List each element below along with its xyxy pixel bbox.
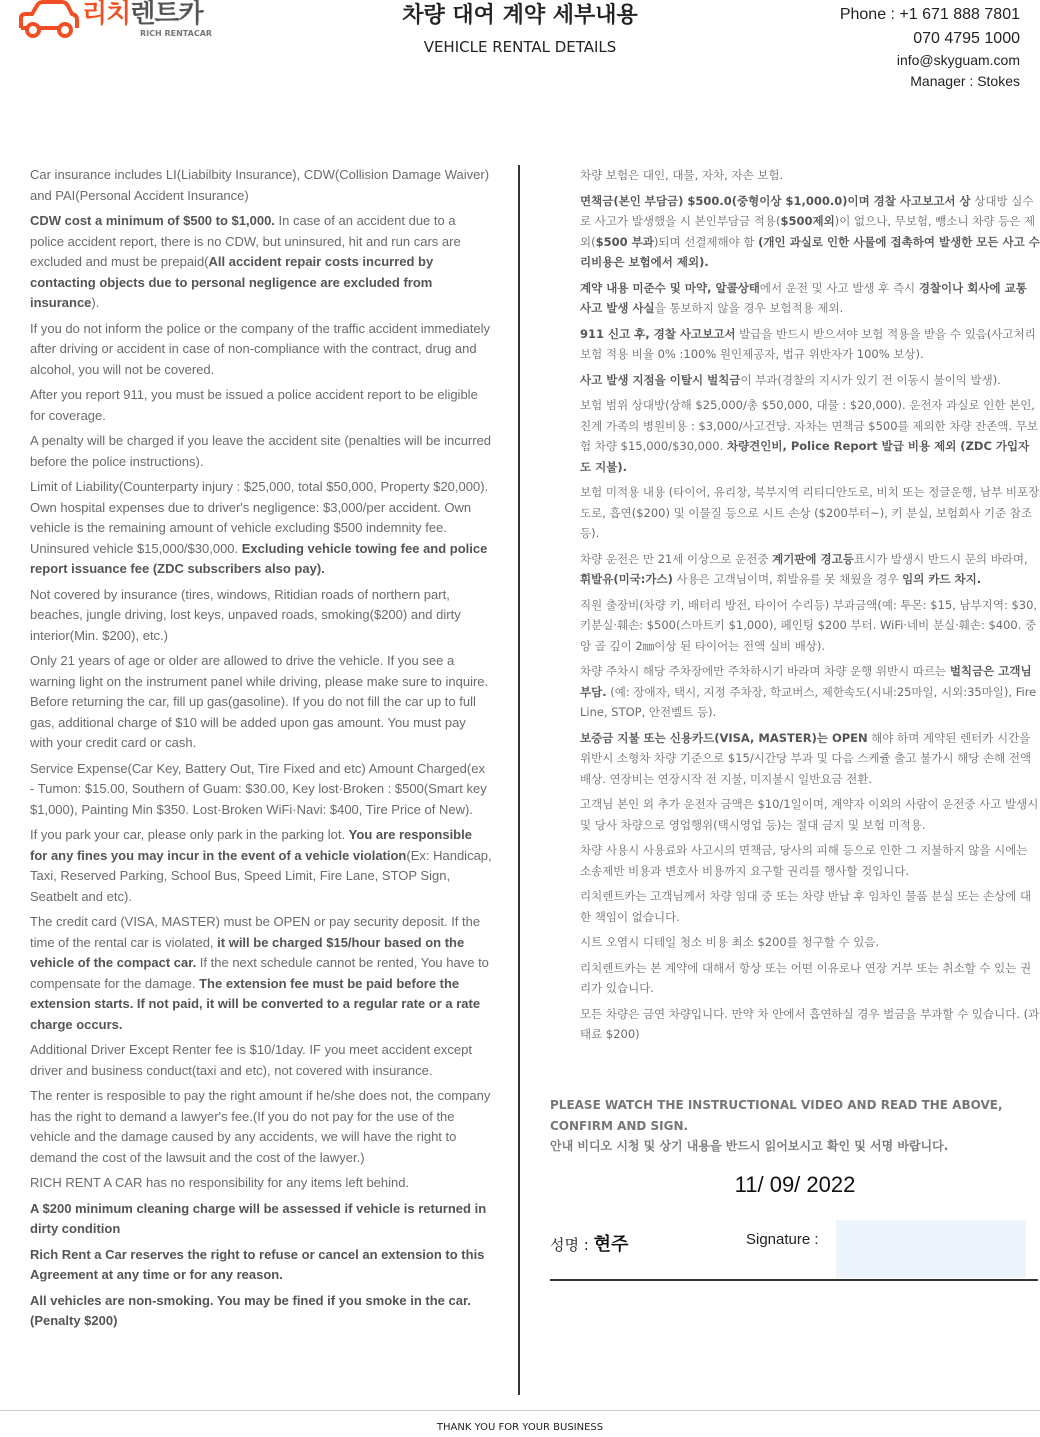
name-label: 성명 : (550, 1236, 594, 1254)
name-value: 현주 (593, 1234, 629, 1255)
term-paragraph: 911 신고 후, 경찰 사고보고서 발급을 반드시 받으셔야 보험 적용을 받을 수 있음(사고처리 보험 적용 비율 0% :100% 원인제공자, 법규 위반자가 100% 보상). (580, 326, 1036, 361)
term-paragraph: If you park your car, please only park in the parking lot. You are responsible for any fines you may incur in the event of a vehicle violation(Ex: Handicap, Taxi, Reserved Parking, School Bus, Speed Limit, Fire Lane, STOP Sign, Seatbelt and etc). (30, 827, 492, 904)
term-paragraph: Only 21 years of age or older are allowed to drive the vehicle. If you see a warning light on the instrument panel while driving, please make sure to inquire. Before returning the car, fill up gas(gasoline). If you do not fill the car up to full gas, additional charge of $10 will be added upon gas amount. You must pay with your credit card or cash. (30, 653, 489, 750)
term-paragraph: Limit of Liability(Counterparty injury : $25,000, total $50,000, Property $20,000). Own hospital expenses due to driver's negligence: $3,000/per accident. Own vehicle is the remaining amount of vehicle excluding $500 indemnity fee. Uninsured vehicle $15,000/$30,000. Excluding vehicle towing fee and police report issuance fee (ZDC subscribers also pay). (30, 479, 489, 576)
term-paragraph: A penalty will be charged if you leave the accident site (penalties will be incurred before the police instructions). (30, 433, 492, 469)
term-paragraph: 차량 운전은 만 21세 이상으로 운전중 계기판에 경고등표시가 발생시 반드시 문의 바라며, 휘발유(미국:가스) 사용은 고객님이며, 휘발유를 못 채웠을 경우 임의 카드 차지. (580, 551, 1028, 586)
term-paragraph: 보증금 지불 또는 신용카드(VISA, MASTER)는 OPEN 해야 하며 계약된 렌터카 시간을 위반시 소형차 차량 기준으로 $15/시간당 부과 및 다음 스케쥴 출고 불가시 해당 손해 전액 배상. 연장비는 연장시작 전 지불, 미지불시 일반요금 전환. (580, 730, 1032, 786)
footer-divider (0, 1410, 1040, 1411)
term-paragraph: 리치렌트카는 고객님께서 차량 임대 중 또는 차량 반납 후 임차인 물품 분실 또는 손상에 대한 책임이 없습니다. (580, 889, 1032, 924)
korean-terms (580, 165, 1040, 1050)
term-paragraph: All vehicles are non-smoking. You may be fined if you smoke in the car. (Penalty $200) (30, 1292, 471, 1328)
column-divider (518, 165, 520, 1395)
logo-text: 리치렌트카 (82, 0, 203, 29)
email: info@skyguam.com (896, 52, 1020, 68)
title-block (320, 2, 720, 58)
term-paragraph: 면책금(본인 부담금) $500.0(중형이상 $1,000.0)이며 경찰 사고보고서 상 상대방 실수로 사고가 발생했을 시 본인부담금 적용($500제외)이 없으나, 무보험, 뺑소니 차량 등은 제외($500 부과)되며 선결제해야 함 (개인 과실로 인한 사물에 접촉하여 발생한 모든 사고 수리비용은 보험에서 제외). (580, 193, 1040, 269)
signature-label: Signature : (746, 1231, 819, 1248)
term-paragraph: Additional Driver Except Renter fee is $10/1day. IF you meet accident except driver and business conduct(taxi and etc), not covered with insurance. (30, 1042, 472, 1078)
term-paragraph: Rich Rent a Car reserves the right to refuse or cancel an extension to this Agreement at any time or for any reason. (30, 1246, 485, 1282)
term-paragraph: 계약 내용 미준수 및 마약, 알콜상태에서 운전 및 사고 발생 후 즉시 경찰이나 회사에 교통 사고 발생 사실을 통보하지 않을 경우 보험적용 제외. (580, 280, 1027, 315)
footer-text: THANK YOU FOR YOUR BUSINESS (436, 1422, 604, 1433)
term-paragraph: 리치렌트카는 본 계약에 대해서 항상 또는 어떤 이유로나 연장 거부 또는 취소할 수 있는 권리가 있습니다. (580, 960, 1032, 995)
term-paragraph: CDW cost a minimum of $500 to $1,000. In case of an accident due to a police accident report, there is no CDW, but uninsured, hit and run cars are excluded and must be prepaid(All accident repair costs incurred by contacting objects due to personal negligence are excluded from insurance). (30, 213, 461, 310)
term-paragraph: 시트 오염시 디테일 청소 비용 최소 $200를 청구할 수 있음. (580, 935, 880, 949)
term-paragraph: 차량 보험은 대인, 대물, 자차, 자손 보험. (580, 168, 784, 182)
contact-info (840, 4, 1020, 92)
english-terms (30, 165, 492, 1337)
term-paragraph: 보험 미적용 내용 (타이어, 유리창, 북부지역 리티디안도로, 비치 또는 정글운행, 남부 비포장도로, 흡연($200) 및 이물질 등으로 시트 손상 ($200부터~), 키 분실, 보험회사 기준 참조 등). (580, 485, 1040, 540)
phone-secondary: 070 4795 1000 (913, 30, 1020, 47)
signature-line (550, 1279, 1038, 1281)
term-paragraph: If you do not inform the police or the company of the traffic accident immediately after driving or accident in case of non-compliance with the contract, drug and alcohol, you will not be covered. (30, 320, 491, 377)
name-field (550, 1230, 628, 1256)
term-paragraph: Car insurance includes LI(Liabilbity Insurance), CDW(Collision Damage Waiver) and PAI(Personal Accident Insurance) (30, 167, 490, 203)
term-paragraph: The credit card (VISA, MASTER) must be OPEN or pay security deposit. If the time of the rental car is violated, it will be charged $15/hour based on the vehicle of the compact car. If the next schedule cannot be rented, You have to compensate for the damage. The extension fee must be paid before the extension starts. If not paid, it will be converted to a regular rate or a rate charge occurs. (30, 914, 489, 1032)
term-paragraph: 직원 출장비(차량 키, 배터리 방전, 타이어 수리등) 부과금액(예: 투몬: $15, 남부지역: $30, 키분실·훼손: $500(스마트키 $1,000), 페인팅 $200 부터. WiFi·네비 분실·훼손: $400. 중앙 골 깊이 2㎜이상 된 타이어는 전액 실비 배상). (580, 597, 1038, 653)
phone: Phone : +1 671 888 7801 (839, 6, 1020, 23)
term-paragraph: Service Expense(Car Key, Battery Out, Tire Fixed and etc) Amount Charged(ex - Tumon: $15.00, Southern of Guam: $30.00, Key lost·Broken : $500(Smart key $1,000), Painting Min $350. Lost·Broken WiFi·Navi: $400, Tire Price of New). (30, 760, 487, 817)
signature-box[interactable] (836, 1220, 1026, 1278)
title-english: VEHICLE RENTAL DETAILS (423, 38, 617, 56)
header (0, 0, 1040, 100)
term-paragraph: The renter is resposible to pay the right amount if he/she does not, the company has the right to demand a lawyer's fee.(If you do not pay for the use of the vehicle and the damage caused by any accidents, we will have the right to demand the cost of the lawsuit and the cost of the lawyer.) (30, 1088, 491, 1165)
term-paragraph: Not covered by insurance (tires, windows, Ritidian roads of northern part, beaches, jungle driving, lost keys, unpaved roads, smoking($200) and dirty interior(Min. $200), etc.) (30, 586, 461, 643)
confirm-instruction (550, 1095, 1030, 1157)
term-paragraph: RICH RENT A CAR has no responsibility for any items left behind. (30, 1175, 410, 1190)
term-paragraph: 차량 사용시 사용료와 사고시의 면책금, 당사의 피해 등으로 인한 그 지불하지 않을 시에는 소송제반 비용과 변호사 비용까지 요구할 권리를 행사할 것입니다. (580, 843, 1028, 878)
term-paragraph: 모든 차량은 금연 차량입니다. 만약 차 안에서 흡연하실 경우 벌금을 부과할 수 있습니다. (과태료 $200) (580, 1006, 1040, 1041)
manager: Manager : Stokes (910, 73, 1020, 89)
term-paragraph: After you report 911, you must be issued a police accident report to be eligible for coverage. (30, 387, 478, 423)
term-paragraph: A $200 minimum cleaning charge will be assessed if vehicle is returned in dirty condition (30, 1200, 487, 1236)
contract-date: 11/ 09/ 2022 (734, 1172, 856, 1197)
term-paragraph: 고객님 본인 외 추가 운전자 금액은 $10/1일이며, 계약자 이외의 사람이 운전중 사고 발생시 및 당사 차량으로 영업행위(택시영업 등)는 절대 금지 및 보험 미적용. (580, 797, 1039, 832)
logo (18, 0, 228, 44)
term-paragraph: 사고 발생 지점을 이탈시 벌칙금이 부과(경찰의 지시가 있기 전 이동시 불이익 발생). (580, 372, 1001, 387)
car-logo-icon (18, 0, 80, 40)
title-korean: 차량 대여 계약 세부내용 (402, 3, 638, 28)
confirm-english: PLEASE WATCH THE INSTRUCTIONAL VIDEO AND READ THE ABOVE, CONFIRM AND SIGN. (550, 1098, 1003, 1133)
logo-subtext: RICH RENTACAR (140, 29, 213, 38)
term-paragraph: 차량 주차시 해당 주차장에만 주차하시기 바라며 차량 운행 위반시 따르는 벌칙금은 고객님 부담. (예: 장애자, 택시, 지정 주차장, 학교버스, 제한속도(시내:25마일, 시외:35마일), Fire Line, STOP, 안전벨트 등). (580, 664, 1037, 719)
term-paragraph: 보험 범위 상대방(상해 $25,000/총 $50,000, 대물 : $20,000). 운전자 과실로 인한 본인, 친계 가족의 병원비용 : $3,000/사고건당. 자차는 면책금 $500를 제외한 차량 잔존액. 무보험 차량 $15,000/$30,000. 차량견인비, Police Report 발급 비용 제외 (ZDC 가입자도 지불). (580, 398, 1039, 474)
confirm-korean: 안내 비디오 시청 및 상기 내용을 반드시 읽어보시고 확인 및 서명 바랍니다. (550, 1139, 949, 1153)
